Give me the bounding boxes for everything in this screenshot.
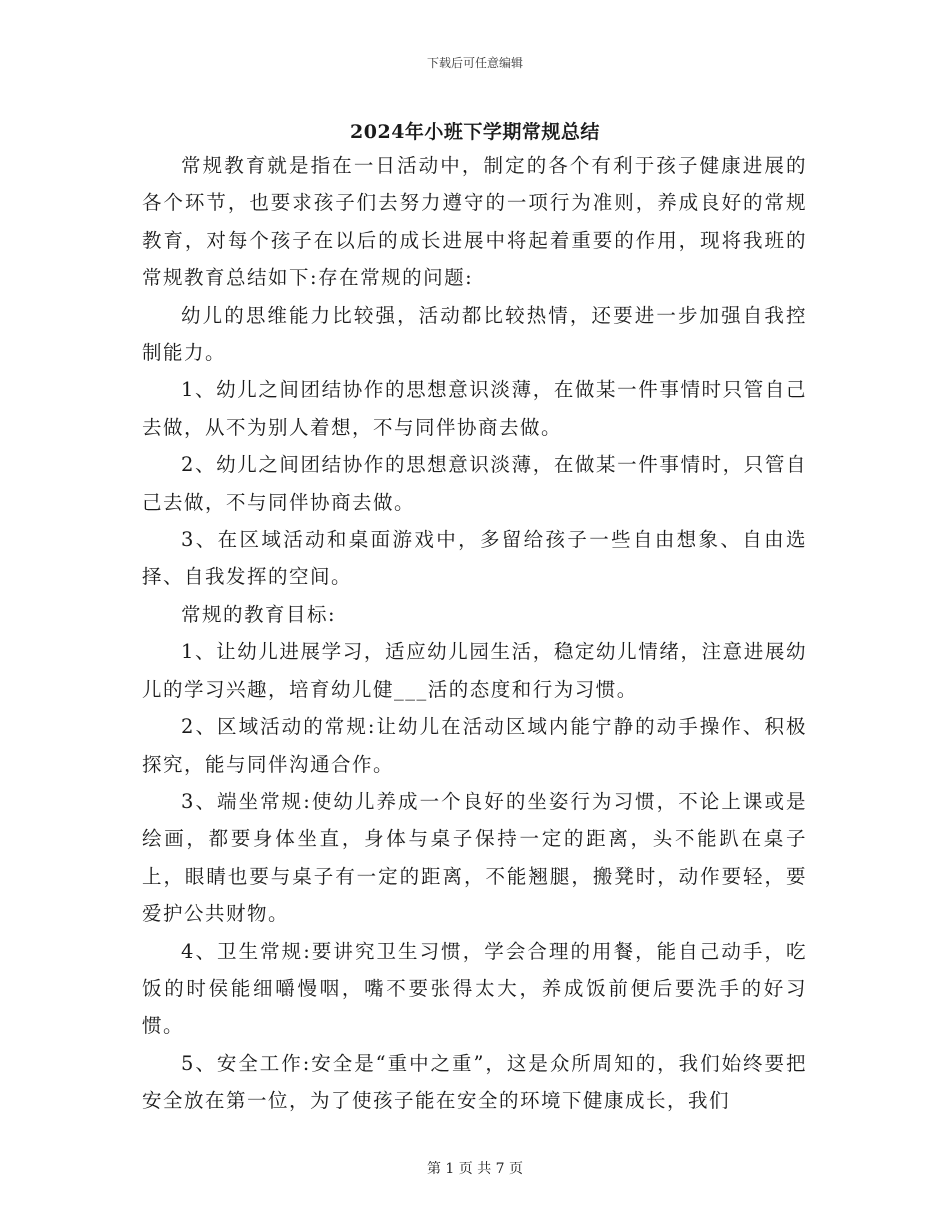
paragraph-problem-3: 3、在区域活动和桌面游戏中，多留给孩子一些自由想象、自由选择、自我发挥的空间。	[142, 528, 807, 589]
page-number: 第 1 页 共 7 页	[426, 1161, 524, 1177]
paragraph-goals-heading: 常规的教育目标:	[181, 602, 337, 626]
page-header-note: 下载后可任意编辑	[426, 56, 523, 70]
paragraph-problem-2: 2、幼儿之间团结协作的思想意识淡薄，在做某一件事情时，只管自己去做，不与同伴协商去做。	[142, 453, 807, 514]
paragraph-goal-3: 3、端坐常规:使幼儿养成一个良好的坐姿行为习惯，不论上课或是绘画，都要身体坐直，身体与桌子保持一定的距离，头不能趴在桌子上，眼睛也要与桌子有一定的距离，不能翘腿，搬凳时，动作要轻，要爱护公共财物。	[142, 789, 807, 926]
paragraph-goal-4: 4、卫生常规:要讲究卫生习惯，学会合理的用餐，能自己动手，吃饭的时侯能细嚼慢咽，嘴不要张得太大，养成饭前便后要洗手的好习惯。	[142, 939, 807, 1038]
paragraph-goal-5: 5、安全工作:安全是“重中之重”，这是众所周知的，我们始终要把安全放在第一位，为了使孩子能在安全的环境下健康成长，我们	[142, 1051, 807, 1113]
paragraph-goal-1: 1、让幼儿进展学习，适应幼儿园生活，稳定幼儿情绪，注意进展幼儿的学习兴趣，培育幼儿健___活的态度和行为习惯。	[142, 640, 807, 701]
paragraph-goal-2: 2、区域活动的常规:让幼儿在活动区域内能宁静的动手操作、积极探究，能与同伴沟通合作。	[142, 715, 807, 776]
paragraph-thinking-ability: 幼儿的思维能力比较强，活动都比较热情，还要进一步加强自我控制能力。	[142, 303, 807, 365]
paragraph-intro: 常规教育就是指在一日活动中，制定的各个有利于孩子健康进展的各个环节，也要求孩子们去努力遵守的一项行为准则，养成良好的常规教育，对每个孩子在以后的成长进展中将起着重要的作用，现将我班的常规教育总结如下:存在常规的问题:	[142, 154, 807, 290]
document-title: 2024年小班下学期常规总结	[350, 121, 600, 143]
paragraph-problem-1: 1、幼儿之间团结协作的思想意识淡薄，在做某一件事情时只管自己去做，从不为别人着想，不与同伴协商去做。	[142, 378, 807, 439]
document-body	[142, 147, 807, 1120]
